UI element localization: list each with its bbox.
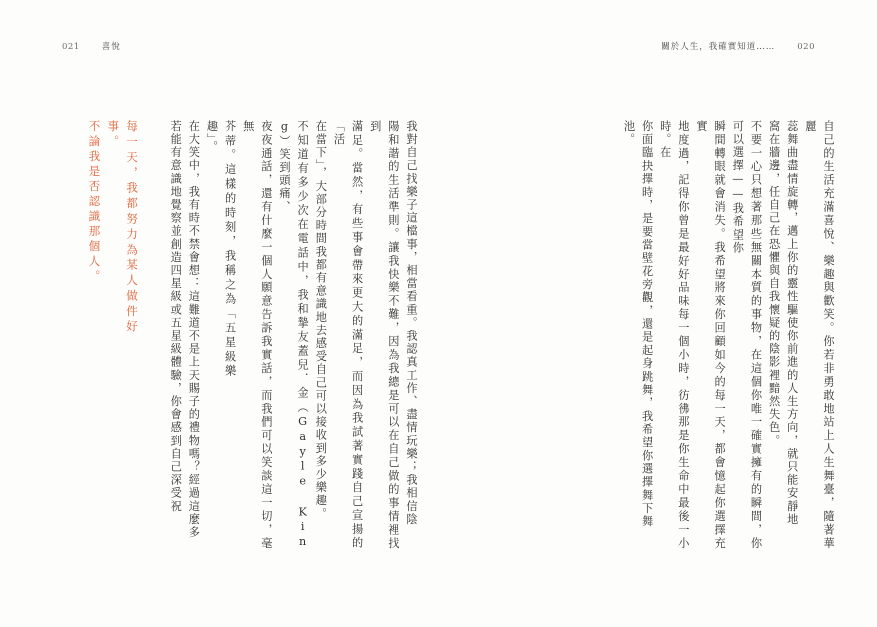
text-column: 在當下」，大部分時間我都有意識地去感受自己可以接收到多少樂趣。 [314, 120, 328, 521]
text-column: 滿足。當然，有些事會帶來更大的滿足，而因為我試著實踐自己宣揚的「活 [332, 120, 364, 550]
folio-right: 020 [797, 42, 815, 52]
folio-left: 021 [62, 42, 80, 52]
text-column: 若能有意識地覺察並創造四星級或五星級體驗，你會感到自己深受祝 [169, 120, 183, 513]
text-column: 蕊舞曲盡情旋轉，邁上你的靈性驅使你前進的人生方向，就只能安靜地 [785, 120, 799, 527]
text-column: 自己的生活充滿喜悅、樂趣與歡笑。你若非勇敢地站上人生舞臺，隨著華麗 [803, 120, 835, 550]
page-left-columns [40, 120, 420, 550]
pull-quote [85, 120, 141, 550]
text-column: 夜夜通話，還有什麼一個人願意告訴我實話，而我們可以笑談這一切，毫無 [241, 120, 273, 550]
page-right [457, 120, 837, 550]
text-column: 地度過，記得你曾是最好好品味每一個小時，彷彿那是你生命中最後一小時。在 [658, 120, 690, 550]
text-column: 窩在牆邊，任自己在恐懼與自我懷疑的陰影裡黯然失色。 [767, 120, 781, 448]
text-column: 陽和諧的生活準則。讓我快樂不難，因為我總是可以在自己做的事情裡找到 [368, 120, 400, 550]
text-column: 不知道有多少次在電話中，我和摯友蓋兒．金（Gayle King）笑到頭痛、 [278, 120, 310, 550]
text-column: 瞬間轉眼就會消失。我希望將來你回顧如今的每一天，都會憶起你選擇充實 [695, 120, 727, 550]
page-right-columns [457, 120, 837, 550]
page-gutter [438, 0, 439, 627]
text-column: 不要一心只想著那些無關本質的事物，在這個你唯一確實擁有的瞬間，你可以選擇——我希望你 [731, 120, 763, 550]
text-column: 芥蒂。這樣的時刻，我稱之為「五星級樂趣」。 [205, 120, 237, 378]
book-title-right: 關於人生，我確實知道…… [661, 42, 776, 52]
text-column: 你面臨抉擇時，是要當壁花旁觀，還是起身跳舞，我希望你選擇舞下舞池。 [622, 120, 654, 529]
text-column: 我對自己找樂子這檔事，相當看重。我認真工作、盡情玩樂；我相信陰 [405, 120, 418, 527]
pull-quote-line: 每一天，我都努力為某人做件好事。 [106, 120, 140, 335]
chapter-title-left: 喜悅 [101, 42, 121, 52]
running-head-left [62, 40, 121, 52]
page-left [40, 120, 420, 550]
column-gap [157, 120, 166, 550]
running-head-right [661, 40, 815, 52]
pull-quote-line: 不論我是否認識那個人。 [87, 120, 102, 285]
text-column: 在大笑中，我有時不禁會想：這難道不是上天賜子的禮物嗎？經過這麼多 [187, 120, 201, 540]
